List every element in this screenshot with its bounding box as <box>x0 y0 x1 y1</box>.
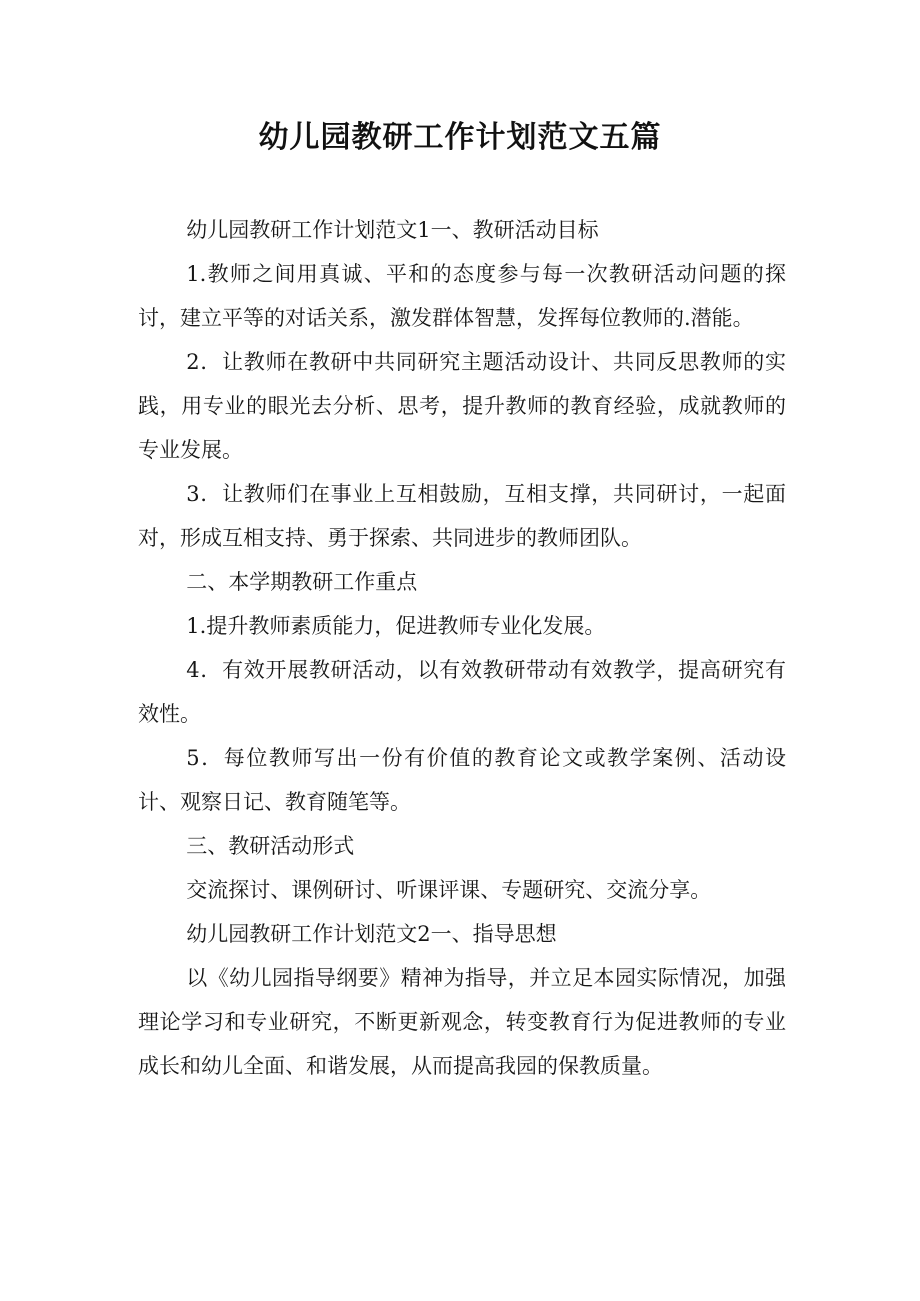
paragraph-goal-1: 1.教师之间用真诚、平和的态度参与每一次教研活动问题的探讨，建立平等的对话关系，激发群体智慧，发挥每位教师的.潜能。 <box>138 262 786 330</box>
paragraph-focus-4: 4．有效开展教研活动，以有效教研带动有效教学，提高研究有效性。 <box>138 658 786 726</box>
paragraph-focus-heading: 二、本学期教研工作重点 <box>186 570 418 594</box>
paragraph-goal-3: 3．让教师们在事业上互相鼓励，互相支撑，共同研讨，一起面对，形成互相支持、勇于探索、共同进步的教师团队。 <box>138 482 786 550</box>
paragraph-forms-heading: 三、教研活动形式 <box>186 834 355 858</box>
paragraph-focus-1: 1.提升教师素质能力，促进教师专业化发展。 <box>186 614 606 638</box>
paragraph-section-1-heading: 幼儿园教研工作计划范文1一、教研活动目标 <box>186 218 599 242</box>
document-body <box>138 208 786 1088</box>
paragraph-goal-2: 2．让教师在教研中共同研究主题活动设计、共同反思教师的实践，用专业的眼光去分析、思考，提升教师的教育经验，成就教师的专业发展。 <box>138 350 786 462</box>
paragraph-forms-list: 交流探讨、课例研讨、听课评课、专题研究、交流分享。 <box>186 878 712 902</box>
paragraph-focus-5: 5．每位教师写出一份有价值的教育论文或教学案例、活动设计、观察日记、教育随笔等。 <box>138 746 786 814</box>
paragraph-guiding-thought: 以《幼儿园指导纲要》精神为指导，并立足本园实际情况，加强理论学习和专业研究，不断更新观念，转变教育行为促进教师的专业成长和幼儿全面、和谐发展，从而提高我园的保教质量。 <box>138 966 786 1078</box>
paragraph-section-2-heading: 幼儿园教研工作计划范文2一、指导思想 <box>186 922 557 946</box>
document-title: 幼儿园教研工作计划范文五篇 <box>258 120 662 155</box>
